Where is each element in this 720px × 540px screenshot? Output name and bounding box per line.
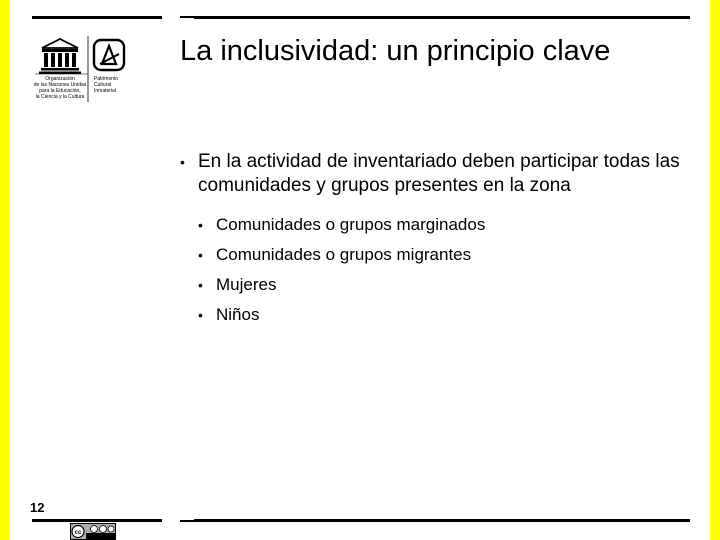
bullet-list [178, 150, 688, 330]
unesco-logo [32, 36, 132, 102]
bullet-dot-icon: • [180, 154, 185, 170]
sub-bullet-item [178, 300, 688, 330]
creative-commons-icon [70, 523, 116, 540]
top-rule-short [180, 16, 194, 18]
top-rule-left [32, 16, 162, 19]
unesco-org-name [34, 76, 87, 100]
main-bullet-text: En la actividad de inventariado deben participar todas las comunidades y grupos presentes en la zona [198, 151, 680, 196]
sub-bullet-text: Niños [216, 305, 260, 324]
sub-bullet-list [178, 210, 688, 330]
logo-left-line-4: la Ciencia y la Cultura [35, 94, 85, 100]
bullet-dot-icon: • [198, 277, 203, 293]
page-number: 12 [30, 500, 45, 515]
sub-bullet-text: Comunidades o grupos marginados [216, 215, 486, 234]
slide [10, 0, 710, 540]
top-rule-right [194, 16, 690, 19]
sub-bullet-item [178, 270, 688, 300]
sub-bullet-item [178, 210, 688, 240]
svg-text:cc: cc [74, 530, 82, 536]
sub-bullet-text: Mujeres [216, 275, 277, 294]
logo-right-line-3: Inmaterial [94, 88, 116, 94]
logo-left-line-3: para la Educación, [39, 88, 81, 94]
bullet-dot-icon: • [198, 247, 203, 263]
logo-left-line-1: Organización [45, 76, 75, 82]
logo-left-line-2: de las Naciones Unidas [33, 82, 87, 88]
ich-emblem [94, 40, 124, 70]
logo-right-line-1: Patrimonio [94, 76, 118, 82]
sub-bullet-text: Comunidades o grupos migrantes [216, 245, 472, 264]
bottom-rule-short [180, 520, 194, 522]
bottom-rule-left [32, 519, 162, 522]
logo-right-line-2: Cultural [94, 82, 112, 88]
bullet-dot-icon: • [198, 217, 203, 233]
sub-bullet-item [178, 240, 688, 270]
main-bullet [178, 150, 688, 198]
bottom-rule-right [194, 519, 690, 522]
slide-title: La inclusividad: un principio clave [180, 35, 611, 67]
unesco-temple-pediment [42, 39, 78, 48]
bullet-dot-icon: • [198, 307, 203, 323]
ich-program-name [94, 76, 118, 94]
